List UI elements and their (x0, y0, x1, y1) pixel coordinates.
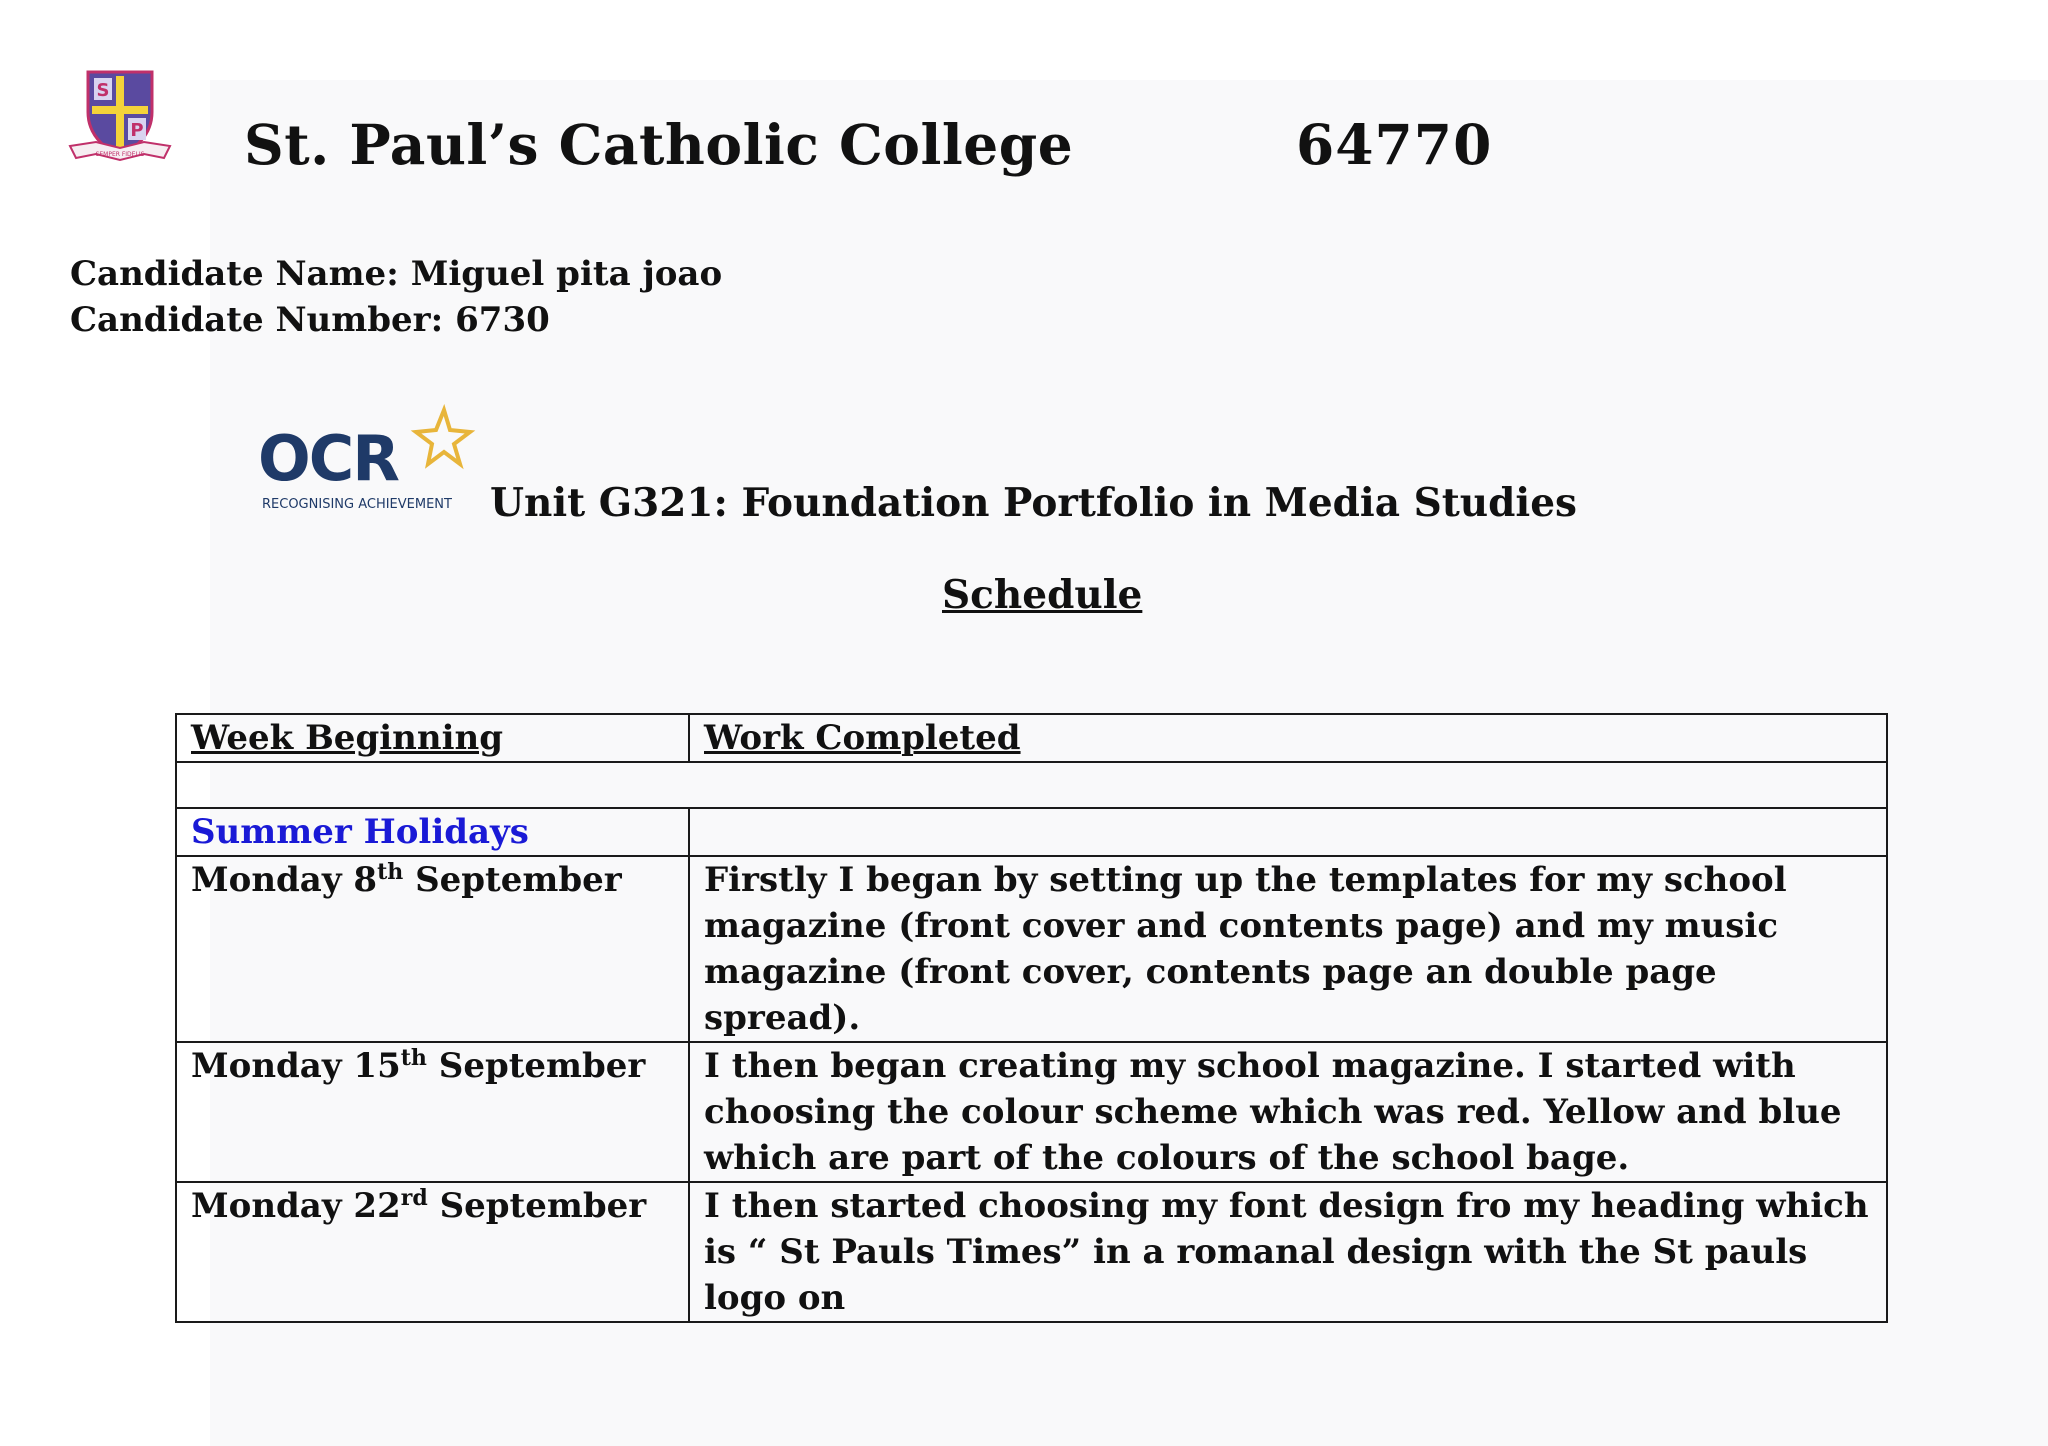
table-header-row (176, 714, 1887, 762)
candidate-number-value: 6730 (455, 300, 550, 340)
holiday-cell (176, 808, 689, 856)
header-week-beginning (176, 714, 689, 762)
week-cell (176, 1182, 689, 1322)
college-name: St. Paul’s Catholic College (244, 112, 1074, 177)
table-row (176, 856, 1887, 1042)
week-date: Monday 15 (191, 1046, 401, 1086)
table-row-holiday (176, 808, 1887, 856)
table-row (176, 1182, 1887, 1322)
week-ordinal: th (400, 1045, 427, 1071)
ocr-logo (256, 404, 480, 520)
header-work-completed (689, 714, 1887, 762)
work-cell: I then started choosing my font design fro my heading which is “ St Pauls Times” in a romanal design with the St pauls logo on (689, 1182, 1887, 1322)
schedule-table (175, 713, 1888, 1323)
week-month: September (403, 860, 622, 900)
holiday-label: Summer Holidays (191, 812, 529, 852)
candidate-number-label: Candidate Number: (70, 300, 444, 340)
empty-cell (176, 762, 1887, 808)
header-week-beginning-label: Week Beginning (191, 718, 503, 758)
crest-letter-s: S (96, 80, 110, 101)
week-cell (176, 856, 689, 1042)
ocr-wordmark: OCR (258, 422, 398, 495)
week-date: Monday 8 (191, 860, 378, 900)
candidate-name-line (70, 254, 722, 294)
table-row-empty (176, 762, 1887, 808)
candidate-name-label: Candidate Name: (70, 254, 399, 294)
crest-motto: SEMPER FIDELIS (95, 151, 145, 158)
week-cell (176, 1042, 689, 1182)
ocr-tagline: RECOGNISING ACHIEVEMENT (262, 497, 452, 512)
candidate-name-value: Miguel pita joao (410, 254, 723, 294)
holiday-work-cell (689, 808, 1887, 856)
week-ordinal: th (377, 859, 404, 885)
work-cell: Firstly I began by setting up the templates for my school magazine (front cover and contents page) and my music magazine (front cover, contents page an double page spread). (689, 856, 1887, 1042)
week-month: September (427, 1186, 647, 1226)
week-month: September (426, 1046, 646, 1086)
schedule-title: Schedule (942, 572, 1143, 618)
school-crest-logo (66, 66, 174, 166)
crest-letter-p: P (130, 120, 144, 141)
week-ordinal: rd (400, 1185, 428, 1211)
table-row (176, 1042, 1887, 1182)
week-date: Monday 22 (191, 1186, 401, 1226)
header-work-completed-label: Work Completed (704, 718, 1021, 758)
work-cell: I then began creating my school magazine. I started with choosing the colour scheme which was red. Yellow and blue which are part of the colours of the school bage. (689, 1042, 1887, 1182)
centre-number: 64770 (1296, 112, 1493, 177)
candidate-number-line (70, 300, 550, 340)
unit-title: Unit G321: Foundation Portfolio in Media Studies (490, 480, 1577, 526)
